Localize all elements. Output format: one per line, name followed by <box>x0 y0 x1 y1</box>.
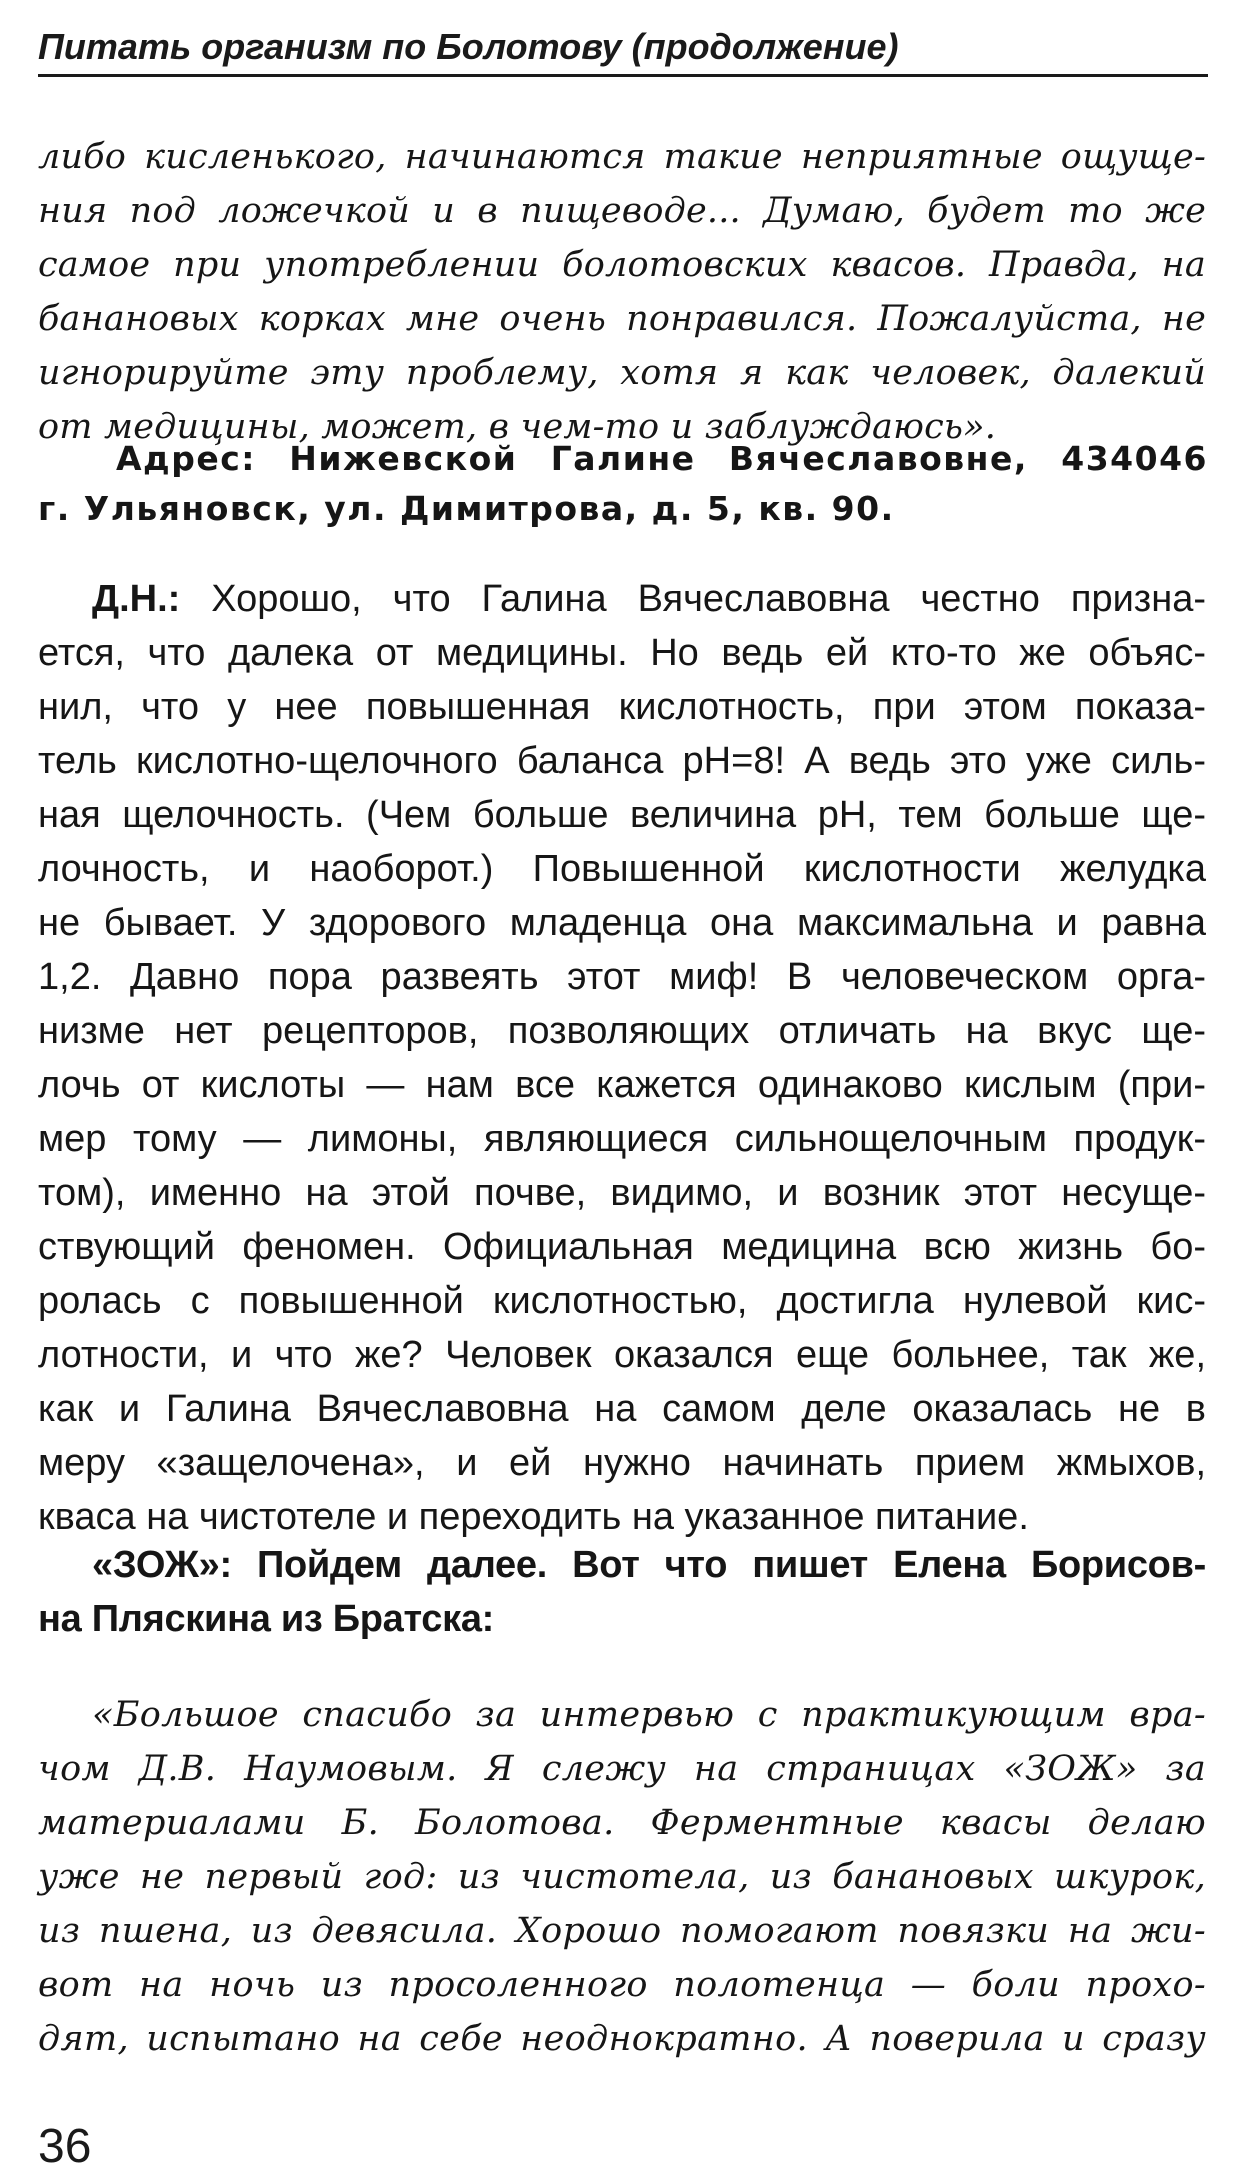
text-line: кваса на чистотеле и переходить на указанное питание. <box>38 1496 1029 1538</box>
address-line: Адрес: Нижевской Галине Вячеславовне, 434046 <box>116 439 1208 478</box>
text-line: ная щелочность. (Чем больше величина pH, тем больше ще- <box>38 794 1206 836</box>
text-line: том), именно на этой почве, видимо, и возник этот несуще- <box>38 1172 1206 1214</box>
reader-letter <box>38 1688 1206 2066</box>
letter-fragment <box>38 130 1206 454</box>
text-line: на Пляскина из Братска: <box>38 1598 495 1640</box>
text-fragment: Хорошо, что Галина Вячеславовна честно призна- <box>180 578 1206 620</box>
text-line: ния под ложечкой и в пищеводе... Думаю, будет то же <box>38 191 1206 231</box>
text-line <box>38 572 1206 626</box>
text-line: низме нет рецепторов, позволяющих отличать на вкус ще- <box>38 1010 1206 1052</box>
text-line: вот на ночь из просоленного полотенца — боли прохо- <box>38 1965 1206 2005</box>
text-line: тель кислотно-щелочного баланса pH=8! А ведь это уже силь- <box>38 740 1206 782</box>
text-line: дят, испытано на себе неоднократно. А поверила и сразу <box>38 2019 1206 2059</box>
text-line: ствующий феномен. Официальная медицина всю жизнь бо- <box>38 1226 1206 1268</box>
text-line: не бывает. У здорового младенца она максимальна и равна <box>38 902 1206 944</box>
text-line: либо кисленького, начинаются такие неприятные ощуще- <box>38 137 1206 177</box>
address-block <box>38 434 1208 534</box>
text-line: меру «защелочена», и ей нужно начинать прием жмыхов, <box>38 1442 1206 1484</box>
text-line: от медицины, может, в чем-то и заблуждаюсь». <box>38 407 997 447</box>
text-line: нил, что у нее повышенная кислотность, при этом показа- <box>38 686 1206 728</box>
text-line: 1,2. Давно пора развеять этот миф! В человеческом орга- <box>38 956 1206 998</box>
text-line: лочь от кислоты — нам все кажется одинаково кислым (при- <box>38 1064 1206 1106</box>
text-line: из пшена, из девясила. Хорошо помогают повязки на жи- <box>38 1911 1206 1951</box>
text-line: лотности, и что же? Человек оказался еще больнее, так же, <box>38 1334 1206 1376</box>
text-line: ется, что далека от медицины. Но ведь ей кто-то же объяс- <box>38 632 1206 674</box>
text-line: уже не первый год: из чистотела, из банановых шкурок, <box>38 1857 1206 1897</box>
text-line: мер тому — лимоны, являющиеся сильнощелочным продук- <box>38 1118 1206 1160</box>
address-line: г. Ульяновск, ул. Димитрова, д. 5, кв. 90. <box>38 489 895 528</box>
page-number: 36 <box>38 2120 92 2173</box>
text-line: игнорируйте эту проблему, хотя я как человек, далекий <box>38 353 1206 393</box>
text-line: материалами Б. Болотова. Ферментные квасы делаю <box>38 1803 1206 1843</box>
text-line: самое при употреблении болотовских квасов. Правда, на <box>38 245 1206 285</box>
text-line: «Большое спасибо за интервью с практикующим вра- <box>92 1695 1206 1735</box>
text-line: как и Галина Вячеславовна на самом деле оказалась не в <box>38 1388 1206 1430</box>
text-line: чом Д.В. Наумовым. Я слежу на страницах «ЗОЖ» за <box>38 1749 1206 1789</box>
text-line: банановых корках мне очень понравился. Пожалуйста, не <box>38 299 1206 339</box>
running-title: Питать организм по Болотову (продолжение) <box>38 22 1208 77</box>
text-line: лочность, и наоборот.) Повышенной кислотности желудка <box>38 848 1206 890</box>
text-line: «ЗОЖ»: Пойдем далее. Вот что пишет Елена Борисов- <box>92 1544 1206 1586</box>
editor-remark <box>38 1538 1206 1646</box>
answer-paragraph <box>38 572 1206 1544</box>
speaker-label: Д.Н.: <box>92 578 181 620</box>
text-line: ролась с повышенной кислотностью, достигла нулевой кис- <box>38 1280 1206 1322</box>
